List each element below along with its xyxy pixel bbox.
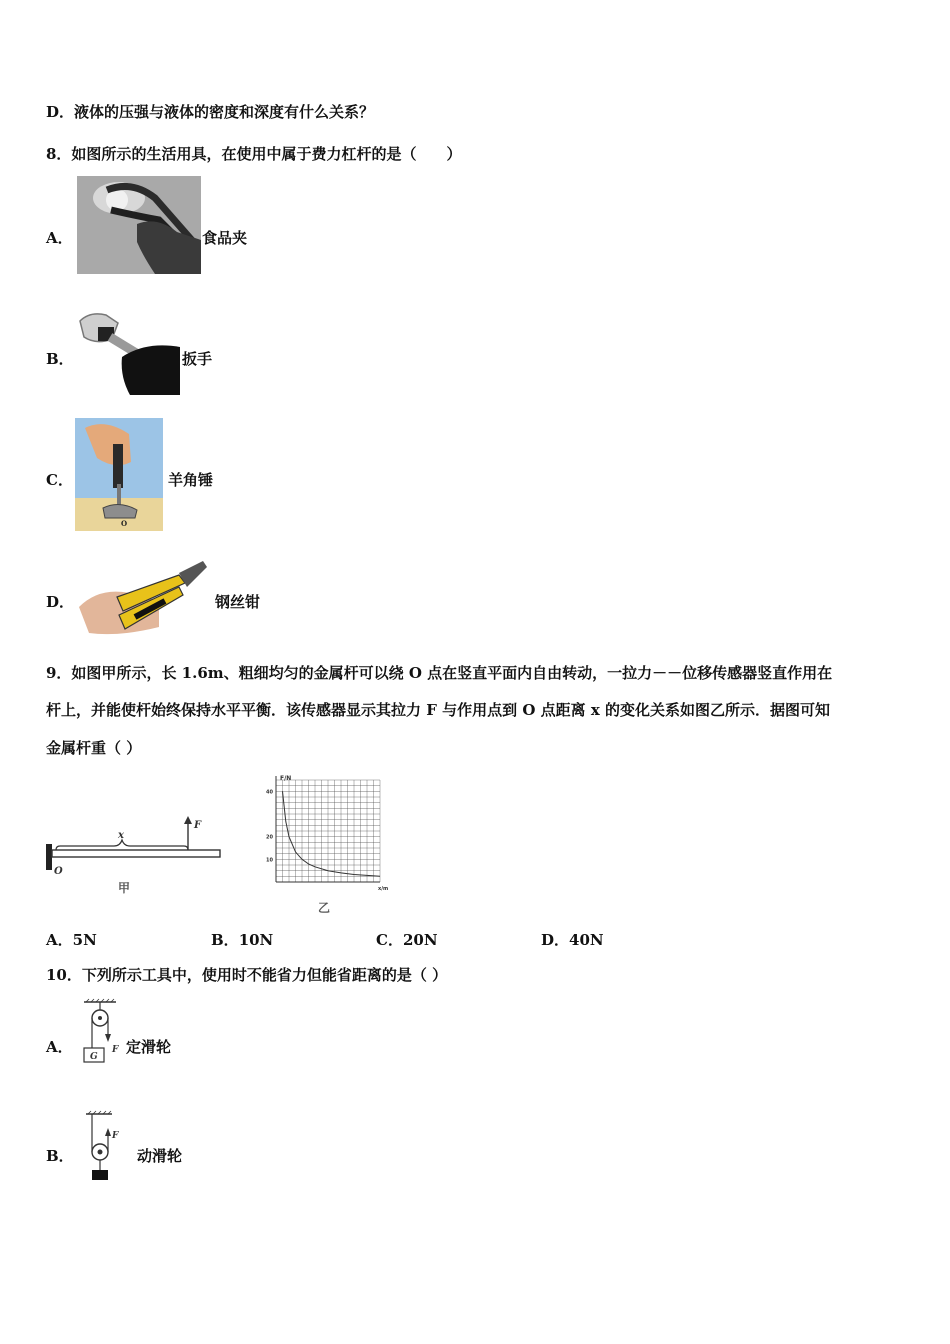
q9-option-a[interactable] <box>46 930 97 950</box>
q8-option-d-letter[interactable]: D． <box>46 593 75 611</box>
jia-label-x: x <box>118 830 124 841</box>
q9-option-a-text: 5N <box>72 931 97 949</box>
jia-label-f: F <box>194 820 202 831</box>
force-distance-chart-yi <box>256 770 396 918</box>
jia-label-o: O <box>54 866 63 877</box>
chart-ytick-label: 20 <box>266 834 273 841</box>
q9-option-c-text: 20N <box>402 931 438 949</box>
q8-option-b-letter[interactable]: B． <box>46 350 74 368</box>
wrench-image <box>76 311 182 395</box>
q8-option-c-letter[interactable]: C． <box>46 471 73 489</box>
q8-option-a-label: 食品夹 <box>202 229 248 247</box>
rod-diagram-jia <box>44 792 226 900</box>
q9-option-c-letter: C． <box>376 931 403 949</box>
claw-hammer-image <box>75 418 163 531</box>
fixed-pulley-diagram <box>78 998 124 1066</box>
pliers-image <box>79 557 209 639</box>
fixed-pulley-label-g: G <box>90 1052 98 1062</box>
yi-caption: 乙 <box>318 901 331 915</box>
q9-option-b-letter: B． <box>211 931 239 949</box>
q9-option-b[interactable] <box>211 930 273 950</box>
chart-xlabel: x/m <box>378 886 389 892</box>
svg-text:O: O <box>121 519 128 528</box>
chart-ytick-label: 40 <box>266 789 273 796</box>
q8-option-d-label: 钢丝钳 <box>215 593 261 611</box>
q9-option-b-text: 10N <box>238 931 274 949</box>
jia-caption: 甲 <box>118 881 131 895</box>
q8-option-b-label: 扳手 <box>182 350 213 368</box>
q10-option-b-letter[interactable]: B． <box>46 1147 74 1165</box>
chart-ylabel: F/N <box>280 775 292 782</box>
movable-pulley-label-f: F <box>112 1131 119 1141</box>
q10-option-b-label: 动滑轮 <box>137 1147 183 1165</box>
chart-ytick-label: 10 <box>266 857 273 864</box>
q9-option-d-text: 40N <box>569 931 604 949</box>
q7-option-d: D．液体的压强与液体的密度和深度有什么关系？ <box>46 103 375 121</box>
q9-option-d-letter: D． <box>541 931 570 949</box>
q9-stem-line1: 9．如图甲所示，长 1.6m、粗细均匀的金属杆可以绕 O 点在竖直平面内自由转动，一拉力－－位移传感器竖直作用在 <box>46 664 833 682</box>
q9-option-a-letter: A． <box>46 931 73 949</box>
q8-option-a-letter[interactable]: A． <box>46 229 73 247</box>
q9-option-d[interactable] <box>541 930 604 950</box>
q8-stem: 8．如图所示的生活用具，在使用中属于费力杠杆的是（ ） <box>46 145 462 163</box>
q10-option-a-letter[interactable]: A． <box>46 1038 73 1056</box>
movable-pulley-diagram <box>82 1110 126 1182</box>
chart-series-line <box>283 791 381 876</box>
q9-stem-line2: 杆上，并能使杆始终保持水平平衡．该传感器显示其拉力 F 与作用点到 O 点距离 x 的变化关系如图乙所示．据图可知 <box>46 701 830 719</box>
food-tongs-image <box>77 176 201 274</box>
q9-option-c[interactable] <box>376 930 438 950</box>
chart-svg <box>256 770 396 918</box>
q10-stem: 10．下列所示工具中，使用时不能省力但能省距离的是（ ） <box>46 966 448 984</box>
fixed-pulley-label-f: F <box>112 1045 119 1055</box>
q10-option-a-label: 定滑轮 <box>126 1038 172 1056</box>
q9-stem-line3: 金属杆重（ ） <box>46 739 142 757</box>
q8-option-c-label: 羊角锤 <box>168 471 214 489</box>
